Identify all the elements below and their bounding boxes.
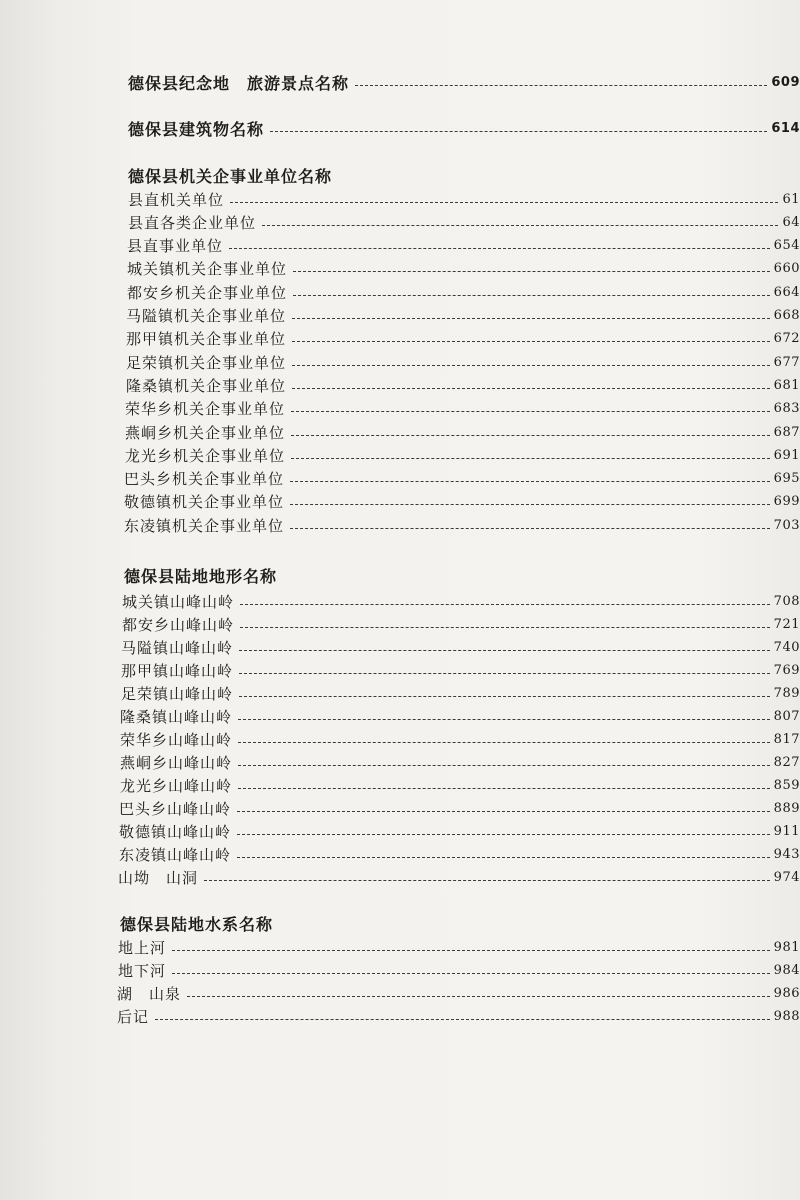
page-number: 817 xyxy=(773,731,800,747)
page-number: 614 xyxy=(771,120,800,136)
page-number: 668 xyxy=(773,308,800,323)
dot-leader xyxy=(240,627,770,628)
entry-label: 燕峒乡机关企事业单位 xyxy=(125,423,286,442)
page-number: 911 xyxy=(773,823,800,839)
entry-label: 县直事业单位 xyxy=(127,237,224,256)
page-number: 740 xyxy=(773,639,800,655)
dot-leader xyxy=(240,604,770,605)
page-number: 974 xyxy=(773,869,800,885)
section-title-water: 德保县陆地水系名称 xyxy=(120,915,274,934)
page-number: 699 xyxy=(773,494,800,510)
institution-item[interactable] xyxy=(124,514,800,536)
dot-leader xyxy=(292,318,770,319)
landform-item[interactable] xyxy=(119,820,800,842)
institution-item[interactable] xyxy=(126,351,800,373)
institution-item[interactable] xyxy=(126,328,800,350)
institution-item[interactable] xyxy=(127,281,800,303)
toc-entry-buildings[interactable] xyxy=(128,116,800,140)
institution-item[interactable] xyxy=(125,421,800,443)
entry-label: 荣华乡机关企事业单位 xyxy=(125,400,286,419)
institution-item[interactable] xyxy=(124,491,800,513)
entry-label: 东凌镇机关企事业单位 xyxy=(124,516,285,535)
dot-leader xyxy=(237,834,770,835)
page-number: 988 xyxy=(773,1008,800,1024)
dot-leader xyxy=(172,973,770,974)
entry-label: 地下河 xyxy=(118,961,167,980)
page-number: 981 xyxy=(773,939,800,955)
page-number: 769 xyxy=(773,662,800,678)
entry-label: 荣华乡山峰山岭 xyxy=(120,730,233,749)
dot-leader xyxy=(292,365,770,366)
dot-leader xyxy=(237,857,770,858)
page-number: 984 xyxy=(773,962,800,978)
dot-leader xyxy=(230,202,778,203)
landform-item[interactable] xyxy=(122,590,800,612)
entry-label: 足荣镇山峰山岭 xyxy=(121,684,234,703)
dot-leader xyxy=(239,696,770,697)
page-number: 677 xyxy=(773,354,800,370)
water-item[interactable] xyxy=(117,982,800,1004)
page-number: 660 xyxy=(773,261,800,277)
dot-leader xyxy=(291,435,770,436)
institution-item[interactable] xyxy=(125,444,800,466)
institution-item[interactable] xyxy=(124,468,800,490)
section-title-institutions: 德保县机关企事业单位名称 xyxy=(128,167,333,186)
dot-leader xyxy=(291,411,770,412)
entry-label: 马隘镇机关企事业单位 xyxy=(126,307,287,325)
entry-label: 湖 山泉 xyxy=(117,984,182,1003)
institution-item[interactable] xyxy=(128,211,800,233)
landform-item[interactable] xyxy=(121,636,800,658)
water-item[interactable] xyxy=(117,1005,800,1027)
entry-label: 龙光乡山峰山岭 xyxy=(120,776,233,795)
dot-leader xyxy=(155,1019,770,1020)
institution-item[interactable] xyxy=(126,374,800,396)
landform-item[interactable] xyxy=(120,751,800,773)
landform-item[interactable] xyxy=(122,613,800,635)
institution-item[interactable] xyxy=(127,235,800,257)
dot-leader xyxy=(187,996,770,997)
page-number: 609 xyxy=(771,74,800,90)
landform-item[interactable] xyxy=(118,866,800,888)
entry-label: 敬德镇山峰山岭 xyxy=(119,822,232,841)
page-number: 64 xyxy=(782,214,800,230)
entry-label: 敬德镇机关企事业单位 xyxy=(124,493,285,512)
entry-label: 燕峒乡山峰山岭 xyxy=(120,753,233,772)
entry-label: 城关镇山峰山岭 xyxy=(122,592,235,611)
dot-leader xyxy=(290,481,770,482)
dot-leader xyxy=(239,673,770,674)
dot-leader xyxy=(238,719,770,720)
dot-leader xyxy=(238,788,770,789)
page-number: 721 xyxy=(773,616,800,632)
dot-leader xyxy=(293,271,770,272)
dot-leader xyxy=(291,458,770,459)
landform-item[interactable] xyxy=(121,682,800,704)
entry-label: 德保县纪念地 旅游景点名称 xyxy=(128,73,350,93)
landform-item[interactable] xyxy=(120,728,800,750)
landform-item[interactable] xyxy=(119,797,800,819)
entry-label: 隆桑镇机关企事业单位 xyxy=(126,376,287,395)
page-number: 681 xyxy=(773,377,800,393)
institution-item[interactable] xyxy=(125,398,800,420)
page-number: 691 xyxy=(773,447,800,463)
page-number: 61 xyxy=(782,191,800,207)
page-number: 664 xyxy=(773,284,800,300)
water-item[interactable] xyxy=(118,936,800,958)
institution-item[interactable] xyxy=(126,305,800,327)
entry-label: 城关镇机关企事业单位 xyxy=(127,260,288,279)
entry-label: 龙光乡机关企事业单位 xyxy=(125,446,286,465)
toc-entry-memorial[interactable] xyxy=(128,70,800,94)
page-number: 986 xyxy=(773,985,800,1001)
entry-label: 隆桑镇山峰山岭 xyxy=(120,707,233,726)
dot-leader xyxy=(290,504,770,505)
dot-leader xyxy=(292,388,770,389)
dot-leader xyxy=(172,950,770,951)
entry-label: 都安乡山峰山岭 xyxy=(122,615,235,634)
page-number: 859 xyxy=(773,777,800,793)
dot-leader xyxy=(239,650,770,651)
entry-label: 都安乡机关企事业单位 xyxy=(127,283,288,302)
dot-leader xyxy=(292,341,770,342)
page-number: 672 xyxy=(773,331,800,347)
entry-label: 山坳 山洞 xyxy=(118,868,199,887)
page-number: 827 xyxy=(773,754,800,770)
entry-label: 巴头乡山峰山岭 xyxy=(119,799,232,818)
dot-leader xyxy=(204,880,770,881)
page-number: 789 xyxy=(773,685,800,701)
dot-leader xyxy=(237,811,770,812)
entry-label: 巴头乡机关企事业单位 xyxy=(124,470,285,489)
page-number: 943 xyxy=(773,846,800,862)
dot-leader xyxy=(293,295,770,296)
page-number: 683 xyxy=(773,401,800,417)
page-number: 703 xyxy=(773,517,800,533)
dot-leader xyxy=(355,85,767,86)
page-number: 687 xyxy=(773,424,800,440)
dot-leader xyxy=(262,225,778,226)
page-number: 654 xyxy=(773,238,800,254)
landform-item[interactable] xyxy=(120,774,800,796)
institution-item[interactable] xyxy=(127,258,800,280)
dot-leader xyxy=(238,742,770,743)
entry-label: 那甲镇机关企事业单位 xyxy=(126,330,287,349)
institution-item[interactable] xyxy=(128,188,800,210)
landform-item[interactable] xyxy=(120,705,800,727)
page-number: 807 xyxy=(773,708,800,724)
entry-label: 马隘镇山峰山岭 xyxy=(121,638,234,657)
entry-label: 县直各类企业单位 xyxy=(128,213,257,232)
section-title-landforms: 德保县陆地地形名称 xyxy=(124,567,278,586)
page-number: 695 xyxy=(773,471,800,487)
water-item[interactable] xyxy=(118,959,800,981)
landform-item[interactable] xyxy=(119,843,800,865)
dot-leader xyxy=(238,765,770,766)
entry-label: 德保县建筑物名称 xyxy=(128,119,265,139)
entry-label: 后记 xyxy=(117,1007,150,1026)
entry-label: 足荣镇机关企事业单位 xyxy=(126,353,287,372)
page-number: 708 xyxy=(773,593,800,609)
entry-label: 地上河 xyxy=(118,938,167,957)
entry-label: 那甲镇山峰山岭 xyxy=(121,661,234,680)
landform-item[interactable] xyxy=(121,659,800,681)
page-number: 889 xyxy=(773,800,800,816)
dot-leader xyxy=(270,131,767,132)
dot-leader xyxy=(229,248,770,249)
dot-leader xyxy=(290,528,770,529)
entry-label: 县直机关单位 xyxy=(128,190,225,209)
entry-label: 东凌镇山峰山岭 xyxy=(119,845,232,864)
